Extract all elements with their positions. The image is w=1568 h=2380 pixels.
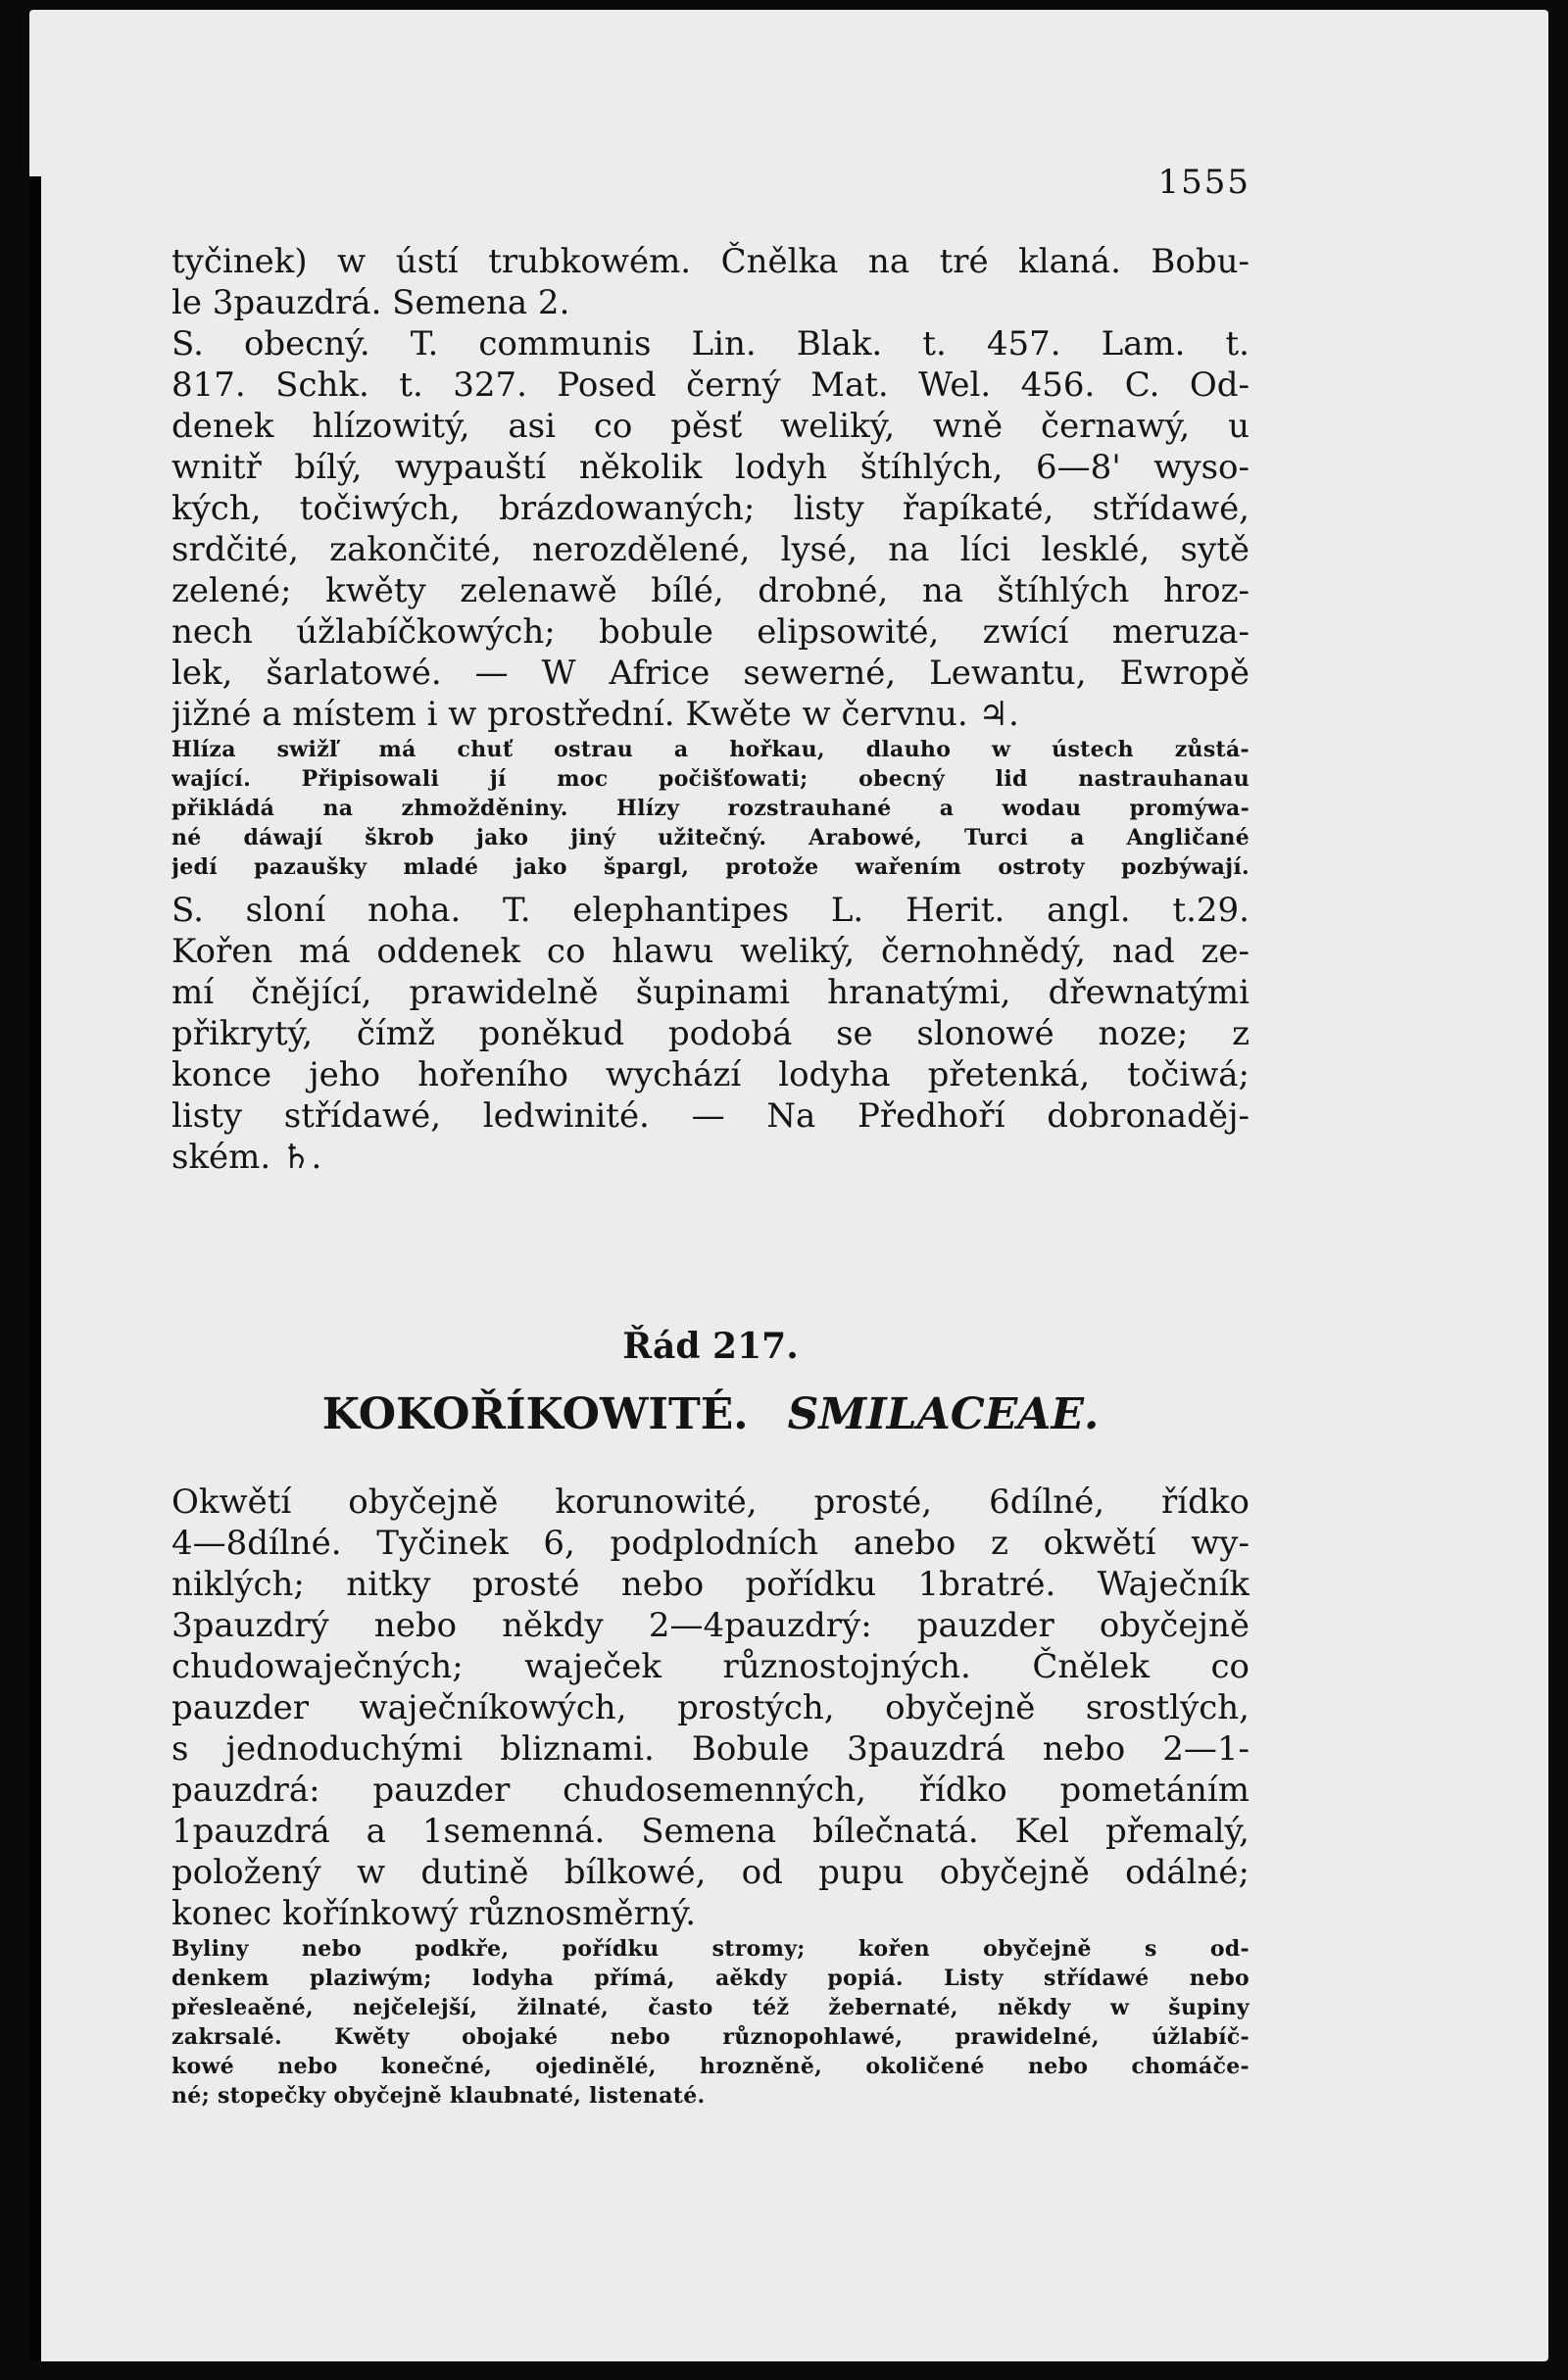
species-elephantipes bbox=[172, 890, 1250, 1178]
note-line: né dáwají škrob jako jiný užitečný. Arabowé, Turci a Angličané bbox=[172, 825, 1250, 850]
text-line: Kořen má oddenek co hlawu weliký, černohnědý, nad ze- bbox=[172, 932, 1250, 971]
text-line: pauzdrá: pauzder chudosemenných, řídko pometáním bbox=[172, 1771, 1250, 1810]
text-line: niklých; nitky prosté nebo pořídku 1bratré. Waječník bbox=[172, 1565, 1250, 1604]
text-line: konec kořínkowý různosměrný. bbox=[172, 1894, 697, 1933]
text-line: s jednoduchými bliznami. Bobule 3pauzdrá nebo 2—1- bbox=[172, 1729, 1250, 1769]
text-line: kých, točiwých, brázdowaných; listy řapíkaté, střídawé, bbox=[172, 489, 1250, 528]
text-line: chudowaječných; waječek různostojných. Čnělek co bbox=[172, 1647, 1250, 1686]
note-line: přesleaěné, nejčelejší, žilnaté, často též žebernaté, někdy w šupiny bbox=[172, 1995, 1250, 2020]
text-line: Okwětí obyčejně korunowité, prosté, 6dílné, řídko bbox=[172, 1482, 1250, 1522]
species-smilax-communis bbox=[172, 323, 1250, 735]
text-line: S. obecný. T. communis Lin. Blak. t. 457. Lam. t. bbox=[172, 324, 1250, 364]
text-block bbox=[172, 241, 1250, 2111]
text-line: konce jeho hořeního wychází lodyha přetenká, točiwá; bbox=[172, 1055, 1250, 1094]
note-line: přikládá na zhmožděniny. Hlízy rozstrauhané a wodau promýwa- bbox=[172, 796, 1250, 821]
order-title-heading bbox=[172, 1387, 1250, 1442]
note-line: Byliny nebo podkře, pořídku stromy; kořen obyčejně s od- bbox=[172, 1936, 1250, 1962]
order-description bbox=[172, 1481, 1250, 1934]
order-number-heading: Řád 217. bbox=[622, 1326, 799, 1367]
text-line: 3pauzdrý nebo někdy 2—4pauzdrý: pauzder obyčejně bbox=[172, 1606, 1250, 1645]
note-line: né; stopečky obyčejně klaubnaté, listenaté. bbox=[172, 2083, 706, 2109]
text-line: zelené; kwěty zelenawě bílé, drobné, na štíhlých hroz- bbox=[172, 571, 1250, 610]
small-print-note bbox=[172, 735, 1250, 882]
book-page bbox=[29, 10, 1548, 2361]
text-line: pauzder waječníkowých, prostých, obyčejně srostlých, bbox=[172, 1688, 1250, 1727]
text-line: lek, šarlatowé. — W Africe sewerné, Lewantu, Ewropě bbox=[172, 654, 1250, 693]
note-line: zakrsalé. Kwěty obojaké nebo různopohlawé, prawidelné, úžlabíč- bbox=[172, 2024, 1250, 2050]
text-line: nech úžlabíčkowých; bobule elipsowité, zwící meruza- bbox=[172, 612, 1250, 652]
text-line: tyčinek) w ústí trubkowém. Čnělka na tré klaná. Bobu- bbox=[172, 242, 1250, 281]
note-line: kowé nebo konečné, ojedinělé, hrozněně, okoličené nebo chomáče- bbox=[172, 2054, 1250, 2079]
text-line: 1pauzdrá a 1semenná. Semena bílečnatá. Kel přemalý, bbox=[172, 1812, 1250, 1851]
text-line: mí čnějící, prawidelně šupinami hranatými, dřewnatými bbox=[172, 973, 1250, 1012]
note-line: denkem plaziwým; lodyha přímá, aěkdy popiá. Listy střídawé nebo bbox=[172, 1966, 1250, 1991]
text-line: 4—8dílné. Tyčinek 6, podplodních anebo z okwětí wy- bbox=[172, 1524, 1250, 1563]
text-line: wnitř bílý, wypauští několik lodyh štíhlých, 6—8' wyso- bbox=[172, 448, 1250, 487]
text-line: 817. Schk. t. 327. Posed černý Mat. Wel. 456. C. Od- bbox=[172, 365, 1250, 405]
text-line: listy střídawé, ledwinité. — Na Předhoří dobronaděj- bbox=[172, 1096, 1250, 1136]
note-line: Hlíza swižľ má chuť ostrau a hořkau, dlauho w ústech zůstá- bbox=[172, 737, 1250, 762]
text-line: le 3pauzdrá. Semena 2. bbox=[172, 283, 570, 322]
text-line: srdčité, zakončité, nerozdělené, lysé, na líci lesklé, sytě bbox=[172, 530, 1250, 569]
text-line: přikrytý, čímž poněkud podobá se slonowé noze; z bbox=[172, 1014, 1250, 1053]
note-line: wající. Připisowali jí moc počišťowati; obecný lid nastrauhanau bbox=[172, 766, 1250, 792]
text-line: S. sloní noha. T. elephantipes L. Herit. angl. t.29. bbox=[172, 891, 1250, 930]
text-line: položený w dutině bílkowé, od pupu obyčejně odálné; bbox=[172, 1853, 1250, 1892]
text-line: ském. ♄. bbox=[172, 1138, 322, 1177]
page-spine-shadow bbox=[29, 176, 41, 2361]
page-number: 1555 bbox=[1157, 163, 1250, 202]
order-name-latin: SMILACEAE. bbox=[787, 1389, 1100, 1439]
text-line: jižné a místem i w prostřední. Kwěte w červnu. ♃. bbox=[172, 695, 1019, 734]
note-line: jedí pazaušky mladé jako špargl, protože wařením ostroty pozbýwají. bbox=[172, 854, 1250, 880]
text-line: denek hlízowitý, asi co pěsť weliký, wně černawý, u bbox=[172, 407, 1250, 446]
small-print-note bbox=[172, 1934, 1250, 2111]
order-name-czech: KOKOŘÍKOWITÉ. bbox=[321, 1389, 749, 1439]
paragraph-continuation bbox=[172, 241, 1250, 323]
